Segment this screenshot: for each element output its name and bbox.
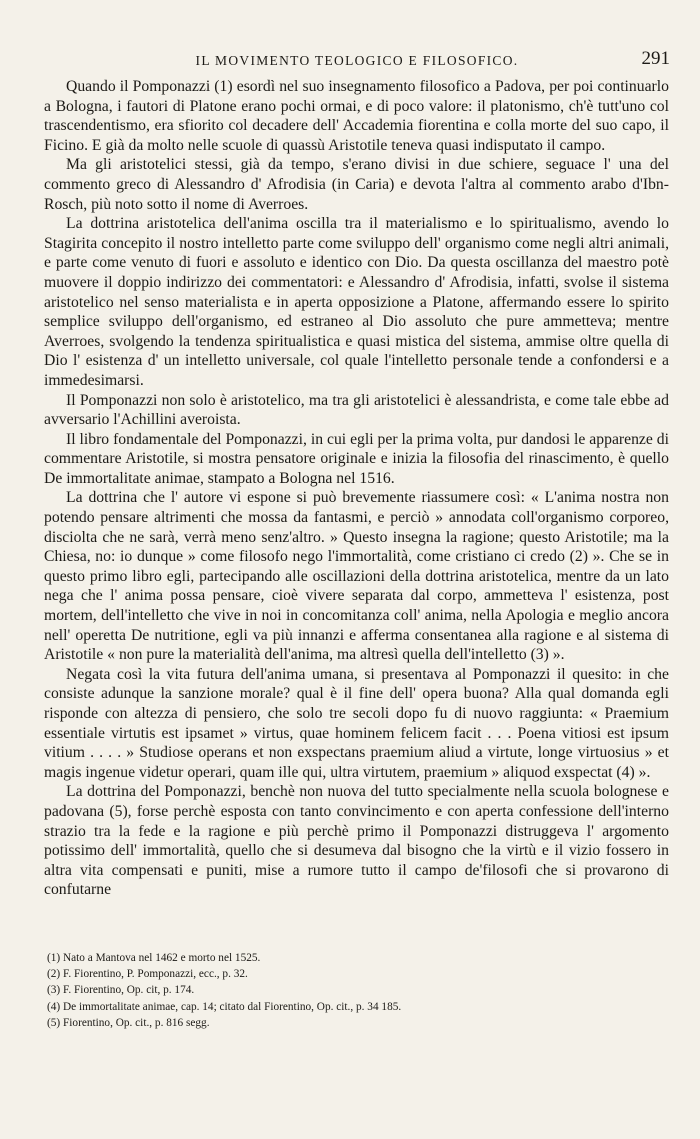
footnote: (5) Fiorentino, Op. cit., p. 816 segg. (47, 1016, 210, 1029)
paragraph: La dottrina aristotelica dell'anima oscilla tra il materialismo e lo spiritualismo, avendo lo Stagirita concepito il nostro intelletto parte come sviluppo dell' organismo come negli altri animali, e parte come venuto di fuori e assoluto e identico con Dio. Da questa oscillanza del maestro potè muovere il doppio indirizzo dei commentatori: e Alessandro d' Afrodisia, infatti, svolse il sistema aristotelico nel senso materialista e in aperta opposizione a Platone, affermando essere lo spirito semplice sviluppo dell'organismo, ed estraneo al Dio assoluto che pure ammetteva; mentre Averroes, svolgendo la tendenza spiritualistica e quasi mistica del sistema, ammise oltre quella di Dio l' esistenza d' un intelletto universale, col quale l'intelletto personale tende a confondersi e a immedesimarsi. (44, 215, 669, 389)
footnote: (2) F. Fiorentino, P. Pomponazzi, ecc., p. 32. (47, 968, 248, 981)
running-title: IL MOVIMENTO TEOLOGICO E FILOSOFICO. (195, 53, 519, 68)
paragraph: Il Pomponazzi non solo è aristotelico, ma tra gli aristotelici è alessandrista, e come tale ebbe ad avversario l'Achillini averoista. (44, 391, 669, 429)
footnote: (3) F. Fiorentino, Op. cit, p. 174. (47, 984, 195, 997)
paragraph: Il libro fondamentale del Pomponazzi, in cui egli per la prima volta, pur dandosi le apparenze di commentare Aristotile, si mostra pensatore originale e inizia la filosofia del rinascimento, è quello De immortalitate animae, stampato a Bologna nel 1516. (44, 430, 669, 487)
footnotes (44, 950, 669, 1031)
footnote: (1) Nato a Mantova nel 1462 e morto nel 1525. (47, 952, 261, 964)
paragraph: La dottrina che l' autore vi espone si può brevemente riassumere così: « L'anima nostra non potendo pensare altrimenti che mossa da fantasmi, e perciò » annodata coll'organismo corporeo, disciolta che ne sarà, verrà meno senz'altro. » Questo insegna la ragione; questo Aristotile; ma la Chiesa, no: io dunque » come filosofo nego l'immortalità, come cristiano ci credo (2) ». Che se in questo primo libro egli, partecipando alle oscillazioni della dottrina aristotelica, mentre da un lato nega che l' anima possa pensare, cioè vivere separata dal corpo, ammetteva l' esistenza, post mortem, dell'intelletto che vive in noi in concomitanza coll' anima, nella Apologia e meglio ancora nell' operetta De nutritione, egli va più innanzi e afferma consentanea alla ragione e al sistema di Aristotile « non pure la materialità dell'anima, ma altresì quella dell'intelletto (3) ». (44, 489, 669, 664)
page-number: 291 (641, 48, 670, 69)
paragraph: Negata così la vita futura dell'anima umana, si presentava al Pomponazzi il quesito: in che consiste adunque la sanzione morale? qual è il fine dell' opera buona? Alla qual domanda egli risponde con altezza di pensiero, che solo tre secoli dopo fu di nuovo raggiunta: « Praemium essentiale virtutis est ipsamet » virtus, quae hominem felicem facit . . . Poena vitiosi est ipsum vitium . . . . » Studiose operans et non exspectans praemium aliud a virtute, longe virtuosius » et magis ingenue videtur operari, quam ille qui, ultra virtutem, praemium » aliquod exspectat (4) ». (44, 665, 669, 781)
paragraph: Quando il Pomponazzi (1) esordì nel suo insegnamento filosofico a Padova, per poi continuarlo a Bologna, i fautori di Platone erano pochi ormai, e di poco valore: il platonismo, ch'è tutt'uno col trascendentismo, era sfiorito col decadere dell' Accademia fiorentina e colla morte del suo capo, il Ficino. E già da molto nelle scuole di quassù Aristotile teneva quasi indisputato il campo. (44, 78, 669, 154)
footnote: (4) De immortalitate animae, cap. 14; citato dal Fiorentino, Op. cit., p. 34 185. (47, 1000, 402, 1013)
paragraph: Ma gli aristotelici stessi, già da tempo, s'erano divisi in due schiere, seguace l' una del commento greco di Alessandro d' Afrodisia (in Caria) e devota l'altra al commento arabo d'Ibn-Rosch, più noto sotto il nome di Averroes. (44, 156, 669, 213)
body-text (44, 77, 669, 900)
running-head (44, 49, 670, 73)
paragraph: La dottrina del Pomponazzi, benchè non nuova del tutto specialmente nella scuola bolognese e padovana (5), forse perchè esposta con tanto convincimento e con aperta confessione dell'interno strazio tra la fede e la ragione e più perchè primo il Pomponazzi distruggeva l' argomento potissimo dell' immortalità, quello che si desumeva dal bisogno che la virtù e il vizio fossero in altra vita compensati e puniti, mise a rumore tutto il campo de'filosofi che si provarono di confutarne (44, 783, 669, 899)
